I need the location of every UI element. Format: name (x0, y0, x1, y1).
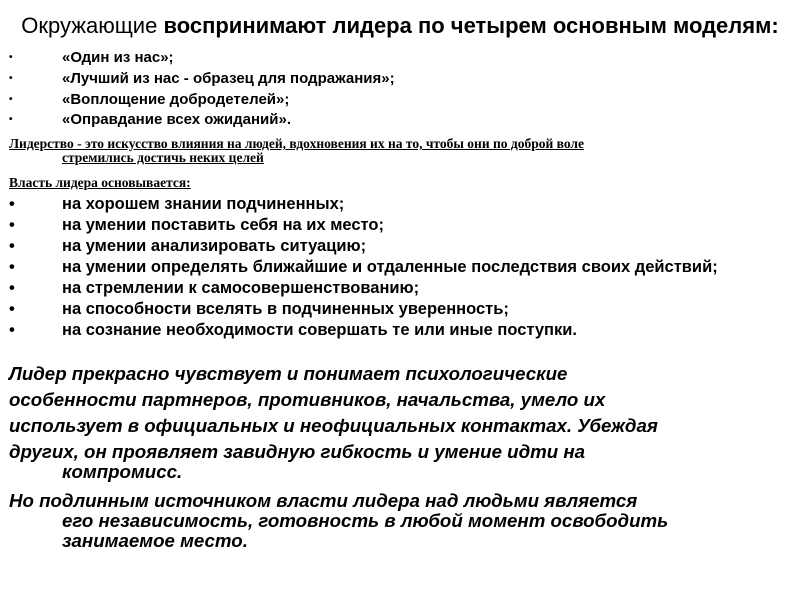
list-item: • «Воплощение добродетелей»; (0, 90, 395, 111)
bullet-icon: • (9, 216, 15, 234)
bullet-icon: • (9, 72, 13, 84)
list-item: • на способности вселять в подчиненных уверенность; (9, 300, 509, 318)
list-item: • на хорошем знании подчиненных; (9, 195, 345, 213)
list-item: • «Один из нас»; (0, 48, 395, 69)
bullet-icon: • (9, 300, 15, 318)
models-list (0, 48, 395, 131)
power-source-paragraph: Но подлинным источником власти лидера над людьми является его независимость, готовность в любой момент освободить занимаемое место. (9, 490, 669, 551)
list-item: • на стремлении к самосовершенствованию; (9, 279, 420, 297)
power-heading: Власть лидера основывается: (9, 175, 191, 190)
power-list (0, 195, 718, 342)
list-item: • на умении поставить себя на их место; (9, 216, 384, 234)
bullet-icon: • (9, 114, 13, 126)
bullet-icon: • (9, 52, 13, 63)
bullet-icon: • (9, 195, 15, 213)
title-lead: Окружающие (21, 13, 164, 38)
bullet-icon: • (9, 237, 15, 255)
list-item: • «Лучший из нас - образец для подражания»; (0, 69, 395, 90)
list-item: • на умении анализировать ситуацию; (9, 237, 367, 255)
title-main: воспринимают лидера по четырем основным моделям: (163, 13, 779, 38)
leadership-definition: Лидерство - это искусство влияния на людей, вдохновения их на то, чтобы они по доброй воле стремились достичь неких целей (9, 136, 584, 165)
list-item: • на умении определять ближайшие и отдаленные последствия своих действий; (9, 258, 718, 276)
bullet-icon: • (9, 258, 15, 276)
bullet-icon: • (9, 93, 13, 105)
bullet-icon: • (9, 279, 15, 297)
list-item: • на сознание необходимости совершать те или иные поступки. (9, 321, 578, 339)
leader-paragraph: Лидер прекрасно чувствует и понимает психологические особенности партнеров, противников, начальства, умело их использует в официальных и неофициальных контактах. Убеждая других, он проявляет завидную гибкость и умение идти на компромисс. (9, 363, 658, 482)
bullet-icon: • (9, 321, 15, 339)
slide-title (0, 13, 800, 39)
list-item: • «Оправдание всех ожиданий». (0, 110, 395, 131)
